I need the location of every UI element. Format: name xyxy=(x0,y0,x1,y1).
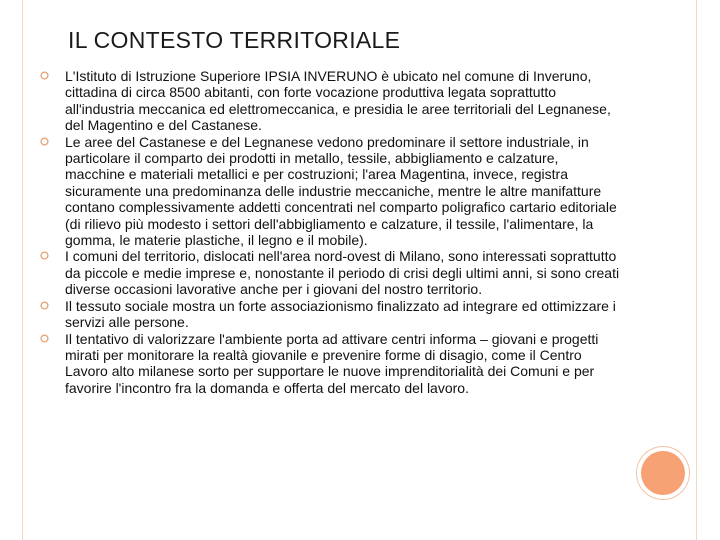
bullet-text-1: L'Istituto di Istruzione Superiore IPSIA INVERUNO è ubicato nel comune di Inveruno, cittadina di circa 8500 abitanti, con forte vocazione produttiva legata soprattutto all'industria meccanica ed elettromeccanica, e presidia le aree territoriali del Legnanese, del Magentino e del Castanese. xyxy=(65,68,611,134)
slide-title: IL CONTESTO TERRITORIALE xyxy=(68,27,401,53)
bullet-text-5: Il tentativo di valorizzare l'ambiente porta ad attivare centri informa – giovani e progetti mirati per monitorare la realtà giovanile e prevenire forme di disagio, come il Centro Lavoro alto milanese sorto per supportare le nuove imprenditorialità dei Comuni e per favorire l'incontro fra la domanda e offerta del mercato del lavoro. xyxy=(65,330,599,396)
circle-bullet-icon xyxy=(40,137,49,146)
circle-bullet-icon xyxy=(40,334,49,343)
bullet-text-2: Le aree del Castanese e del Legnanese vedono predominare il settore industriale, in particolare il comparto dei prodotti in metallo, tessile, abbigliamento e calzature, macchine e materiali metallici e per costruzioni; l'area Magentina, invece, registra sicuramente una predominanza delle industrie meccaniche, mentre le altre manifatture contano complessivamente addetti concentrati nel comparto poligrafico cartario editoriale (di rilievo più modesto i settori dell'abbigliamento e calzature, il tessile, l'alimentare, la gomma, le materie plastiche, il legno e il mobile). xyxy=(65,133,617,249)
bullet-item-1 xyxy=(40,68,620,134)
bullet-text-3: I comuni del territorio, dislocati nell'area nord-ovest di Milano, sono interessati soprattutto da piccole e medie imprese e, nonostante il periodo di crisi degli ultimi anni, si sono creati diverse occasioni lavorative anche per i giovani del nostro territorio. xyxy=(65,248,620,298)
circle-bullet-icon xyxy=(40,251,49,260)
circle-bullet-icon xyxy=(40,301,49,310)
bullet-item-4 xyxy=(40,298,620,331)
decorative-accent-circle xyxy=(641,451,685,495)
bullet-text-4: Il tessuto sociale mostra un forte associazionismo finalizzato ad integrare ed ottimizzare i servizi alle persone. xyxy=(65,297,616,331)
bullet-item-3 xyxy=(40,248,620,297)
right-decorative-rule xyxy=(696,0,697,540)
left-decorative-rule xyxy=(22,0,23,540)
bullet-item-5 xyxy=(40,331,620,397)
bullet-list xyxy=(40,68,620,396)
circle-bullet-icon xyxy=(40,71,49,80)
bullet-item-2 xyxy=(40,134,620,249)
